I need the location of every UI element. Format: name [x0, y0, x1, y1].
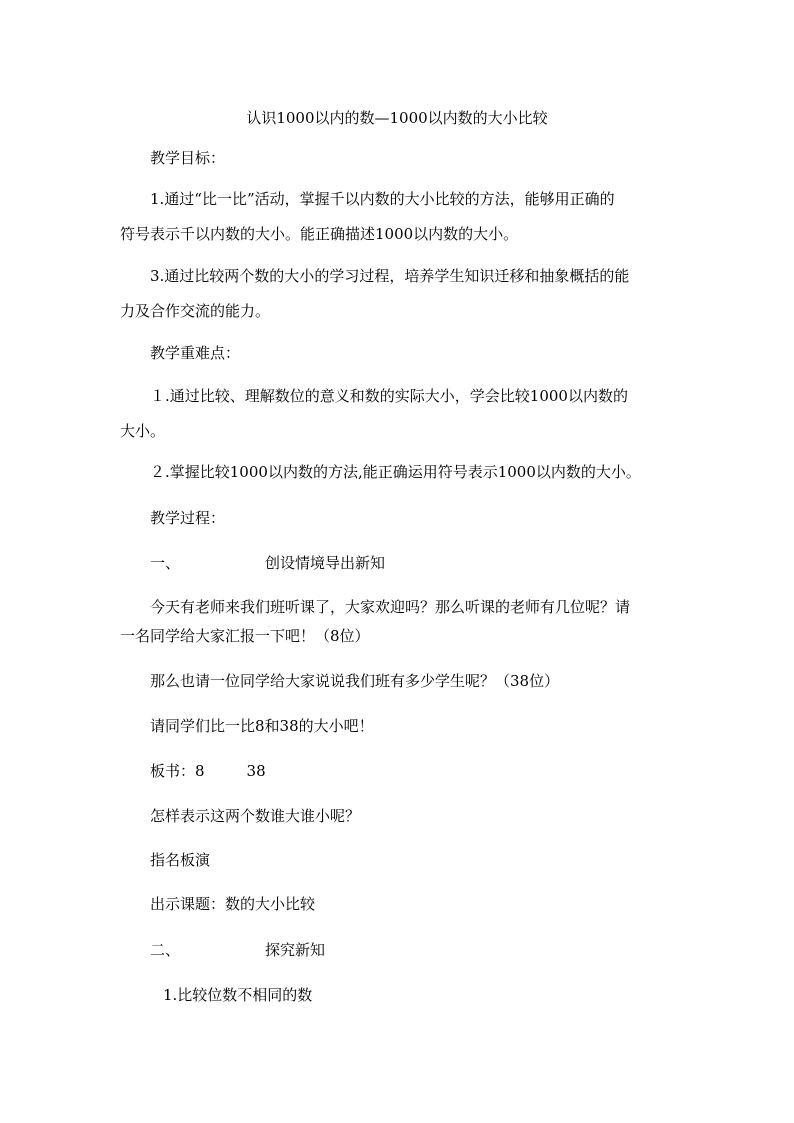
section-2-heading: [150, 940, 325, 960]
section-2-title: 探究新知: [265, 941, 326, 959]
objective-3-line2: 力及合作交流的能力。: [120, 302, 271, 320]
objective-1-line1: 1.通过“比一比”活动，掌握千以内数的大小比较的方法，能够用正确的: [150, 190, 615, 208]
section-1-heading: [150, 553, 385, 573]
objectives-heading: 教学目标：: [150, 149, 226, 167]
subsection-1: 1.比较位数不相同的数: [163, 986, 313, 1004]
keypoint-1-line1: １.通过比较、理解数位的意义和数的实际大小，学会比较1000以内数的: [150, 387, 628, 405]
board-label: 板书：8: [150, 762, 205, 780]
paragraph-3: 请同学们比一比8和38的大小吧！: [150, 717, 374, 735]
keypoint-1-line2: 大小。: [120, 422, 166, 440]
objective-3-line1: 3.通过比较两个数的大小的学习过程，培养学生知识迁移和抽象概括的能: [150, 267, 630, 285]
section-1-number: 一、: [150, 554, 181, 572]
blackboard-notes: [150, 761, 266, 781]
objective-1-line2: 符号表示千以内数的大小。能正确描述1000以内数的大小。: [120, 225, 519, 243]
paragraph-2: 那么也请一位同学给大家说说我们班有多少学生呢？（38位）: [150, 672, 560, 690]
process-heading: 教学过程：: [150, 509, 226, 527]
paragraph-1-line1: 今天有老师来我们班听课了，大家欢迎吗？那么听课的老师有几位呢？请: [150, 598, 631, 616]
section-1-title: 创设情境导出新知: [265, 554, 386, 572]
document-title: 认识1000以内的数—1000以内数的大小比较: [246, 109, 548, 127]
paragraph-6: 出示课题：数的大小比较: [150, 895, 316, 913]
keypoint-2: ２.掌握比较1000以内数的方法,能正确运用符号表示1000以内数的大小。: [150, 463, 641, 481]
paragraph-4: 怎样表示这两个数谁大谁小呢？: [150, 807, 361, 825]
section-2-number: 二、: [150, 941, 181, 959]
paragraph-1-line2: 一名同学给大家汇报一下吧！（8位）: [120, 627, 370, 645]
paragraph-5: 指名板演: [150, 851, 211, 869]
board-value: 38: [246, 762, 266, 780]
keypoints-heading: 教学重难点：: [150, 344, 241, 362]
